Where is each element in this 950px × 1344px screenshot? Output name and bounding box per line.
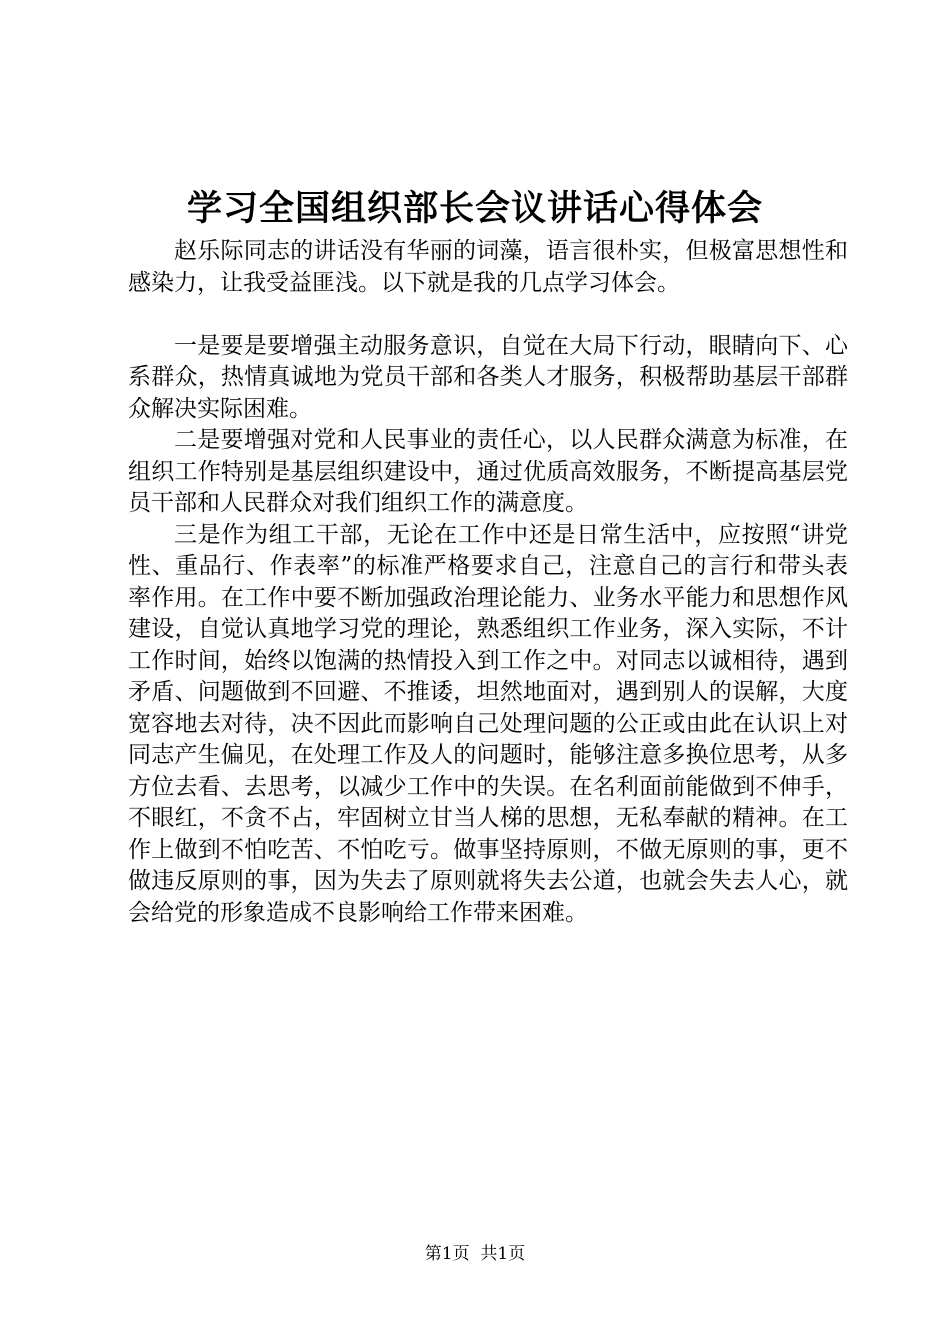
paragraph-intro: 赵乐际同志的讲话没有华丽的词藻，语言很朴实，但极富思想性和感染力，让我受益匪浅。以下就是我的几点学习体会。 [128,238,848,296]
document-body [128,236,848,929]
paragraph-point-1: 一是要是要增强主动服务意识，自觉在大局下行动，眼睛向下、心系群众，热情真诚地为党员干部和各类人才服务，积极帮助基层干部群众解决实际困难。 [128,332,848,422]
document-title: 学习全国组织部长会议讲话心得体会 [186,188,763,229]
paragraph-point-2: 二是要增强对党和人民事业的责任心，以人民群众满意为标准，在组织工作特别是基层组织建设中，通过优质高效服务，不断提高基层党员干部和人民群众对我们组织工作的满意度。 [128,427,848,516]
paragraph-point-3: 三是作为组工干部，无论在工作中还是日常生活中，应按照“讲党性、重品行、作表率”的标准严格要求自己，注意自己的言行和带头表率作用。在工作中要不断加强政治理论能力、业务水平能力和思想作风建设，自觉认真地学习党的理论，熟悉组织工作业务，深入实际，不计工作时间，始终以饱满的热情投入到工作之中。对同志以诚相待，遇到矛盾、问题做到不回避、不推诿，坦然地面对，遇到别人的误解，大度宽容地去对待，决不因此而影响自己处理问题的公正或由此在认识上对同志产生偏见，在处理工作及人的问题时，能够注意多换位思考，从多方位去看、去思考，以减少工作中的失误。在名利面前能做到不伸手，不眼红，不贪不占，牢固树立甘当人梯的思想，无私奉献的精神。在工作上做到不怕吃苦、不怕吃亏。做事坚持原则，不做无原则的事，更不做违反原则的事，因为失去了原则就将失去公道，也就会失去人心，就会给党的形象造成不良影响给工作带来困难。 [128,521,848,926]
paragraph-gap [128,299,848,331]
page-number-footer: 第1页 共1页 [424,1244,526,1264]
